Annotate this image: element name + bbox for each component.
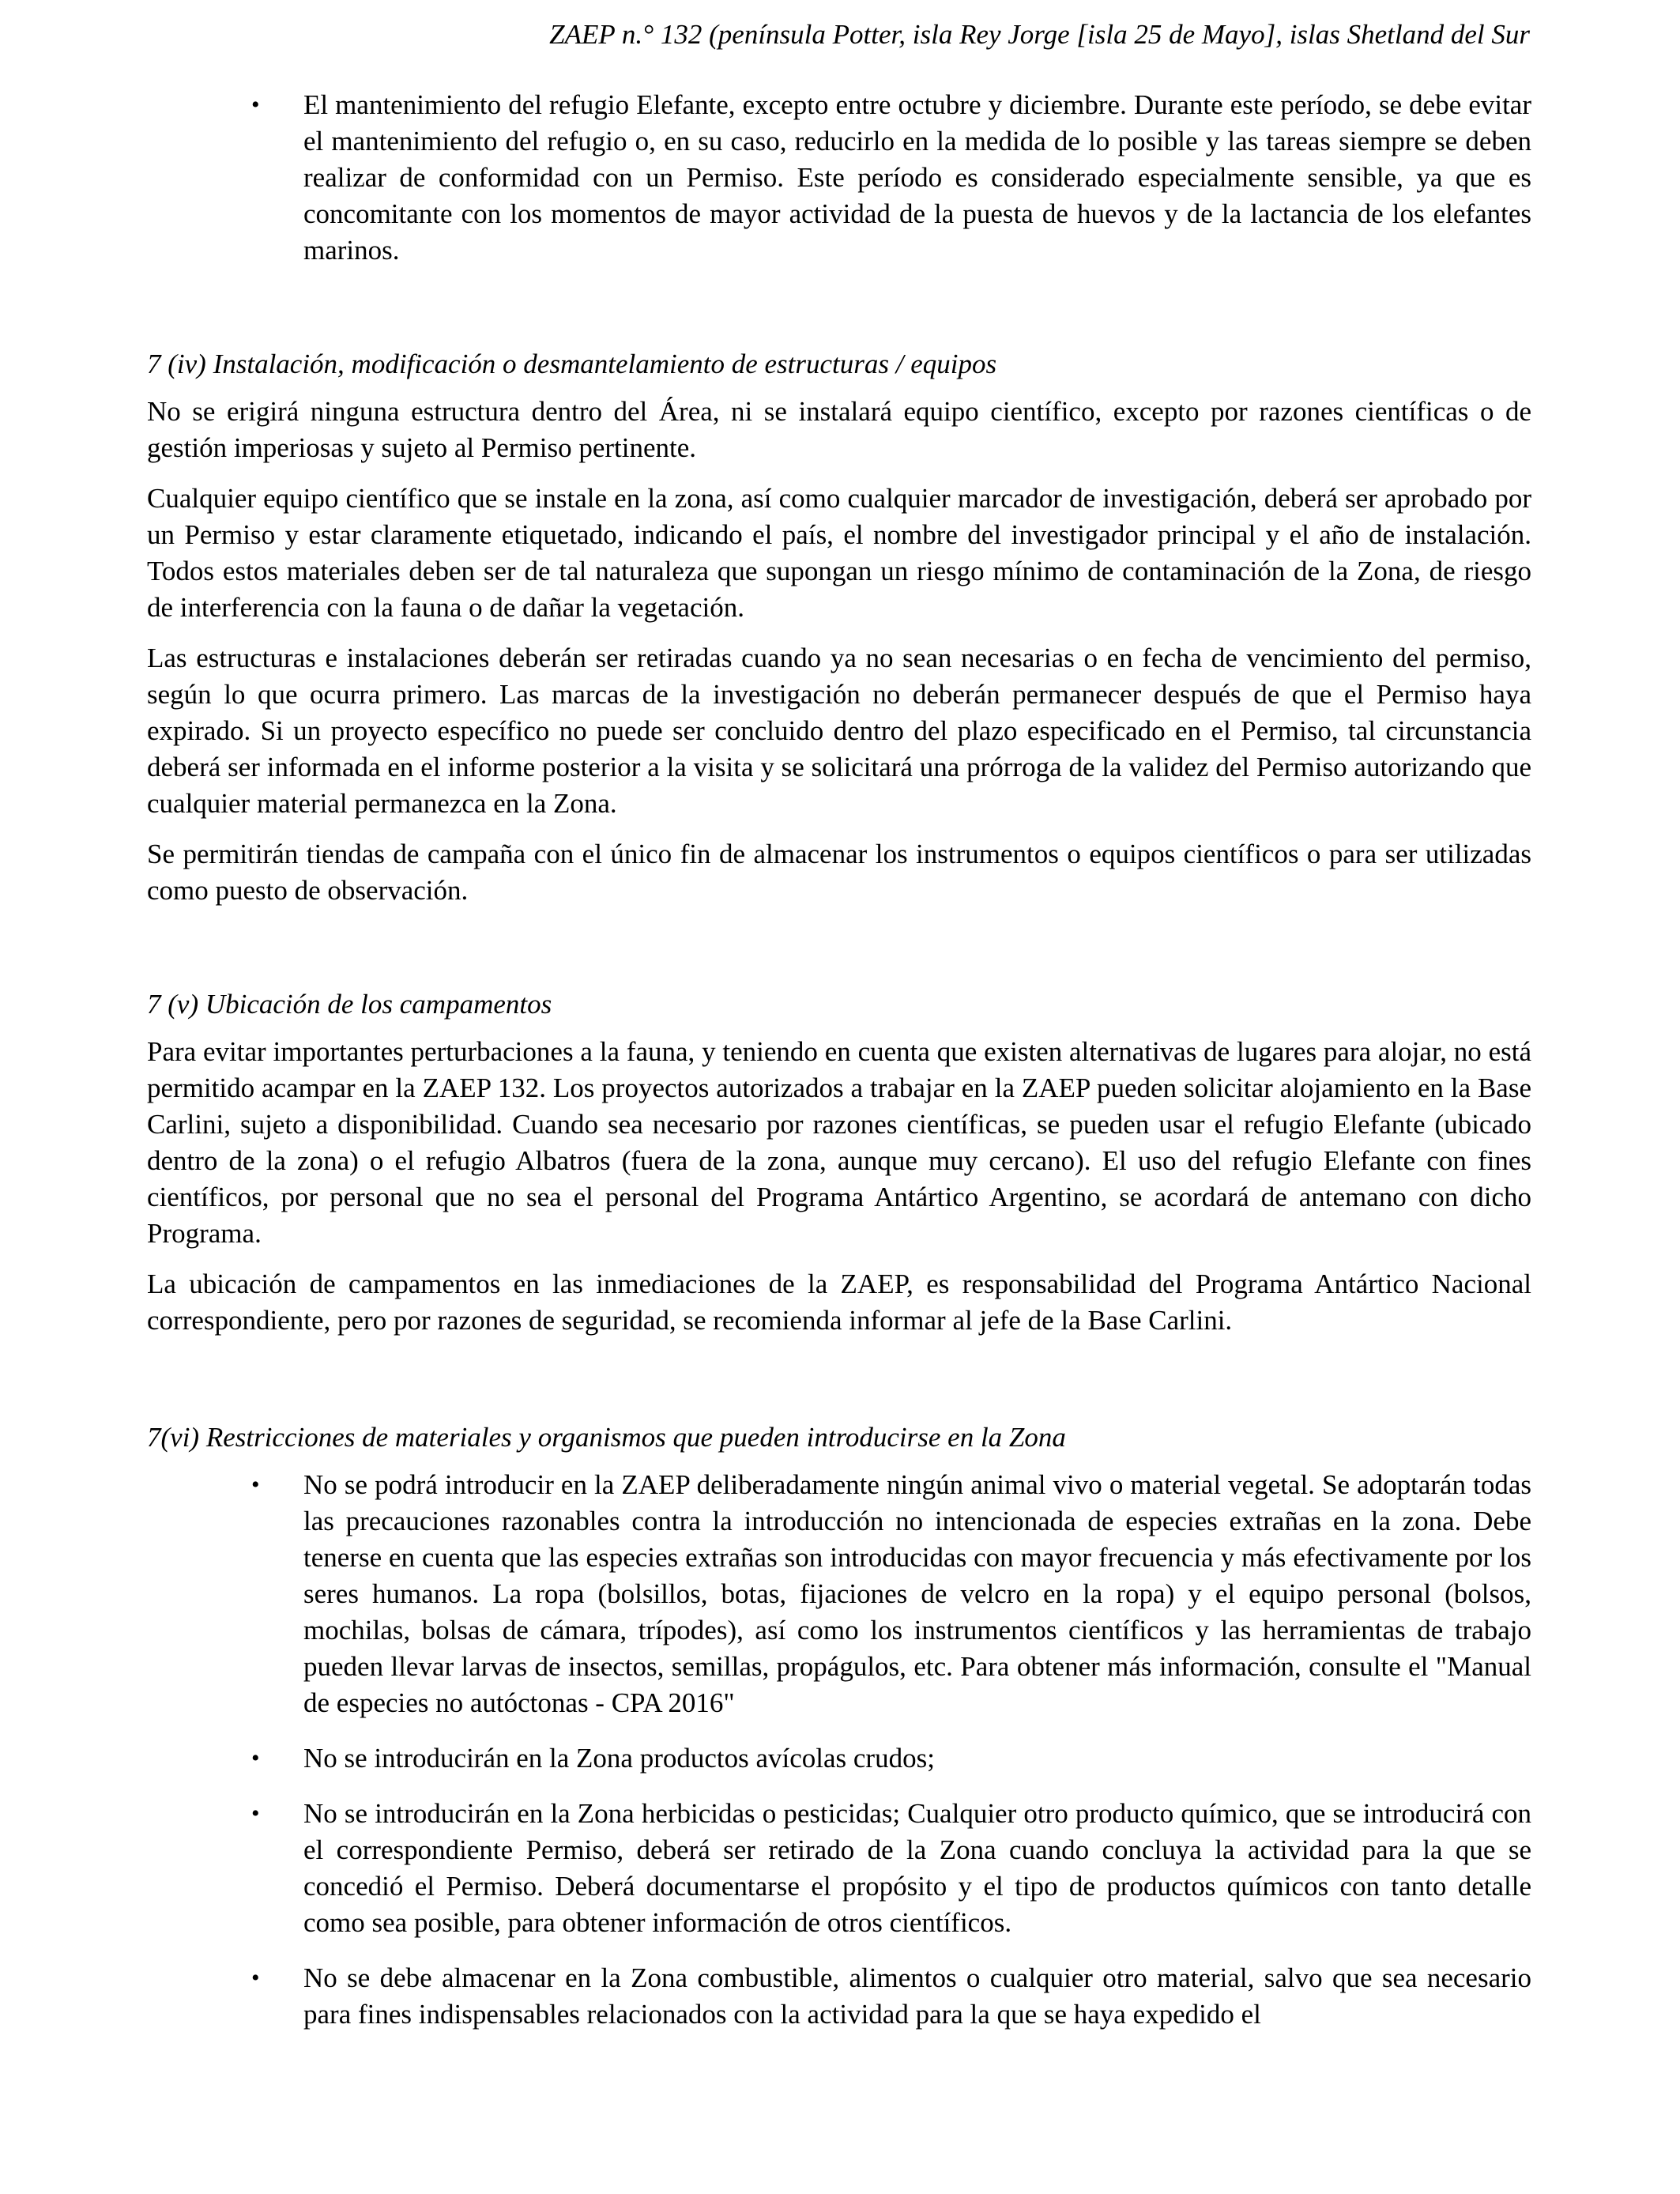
bullet-icon: • bbox=[251, 1965, 260, 1991]
bullet-icon: • bbox=[251, 1472, 260, 1498]
list-item-text: El mantenimiento del refugio Elefante, excepto entre octubre y diciembre. Durante este período, se debe evitar el mantenimiento del refugio o, en su caso, reducirlo en la medida de lo posible y las tareas siempre se deben realizar de conformidad con un Permiso. Este período es considerado especialmente sensible, ya que es concomitante con los momentos de mayor actividad de la puesta de huevos y de la lactancia de los elefantes marinos. bbox=[303, 89, 1531, 266]
list-item-text: No se debe almacenar en la Zona combustible, alimentos o cualquier otro material, salvo que sea necesario para fines indispensables relacionados con la actividad para la que se haya expedido el bbox=[303, 1962, 1531, 2030]
bullet-icon: • bbox=[251, 1745, 260, 1771]
list-item-text: No se podrá introducir en la ZAEP deliberadamente ningún animal vivo o material vegetal. Se adoptarán todas las precauciones razonables contra la introducción no intencionada de especies extrañas en la zona. Debe tenerse en cuenta que las especies extrañas son introducidas con mayor frecuencia y más efectivamente por los seres humanos. La ropa (bolsillos, botas, fijaciones de velcro en la ropa) y el equipo personal (bolsos, mochilas, bolsas de cámara, trípodes), así como los instrumentos científicos y las herramientas de trabajo pueden llevar larvas de insectos, semillas, propágulos, etc. Para obtener más información, consulte el "Manual de especies no autóctonas - CPA 2016" bbox=[303, 1469, 1531, 1718]
paragraph: La ubicación de campamentos en las inmediaciones de la ZAEP, es responsabilidad del Programa Antártico Nacional correspondiente, pero por razones de seguridad, se recomienda informar al jefe de la Base Carlini. bbox=[147, 1269, 1531, 1336]
list-item bbox=[147, 87, 1531, 269]
list-item-text: No se introducirán en la Zona herbicidas o pesticidas; Cualquier otro producto químico, que se introducirá con el correspondiente Permiso, deberá ser retirado de la Zona cuando concluya la actividad para la que se concedió el Permiso. Deberá documentarse el propósito y el tipo de productos químicos con tanto detalle como sea posible, para obtener información de otros científicos. bbox=[303, 1798, 1531, 1938]
paragraph: Para evitar importantes perturbaciones a la fauna, y teniendo en cuenta que existen alternativas de lugares para alojar, no está permitido acampar en la ZAEP 132. Los proyectos autorizados a trabajar en la ZAEP pueden solicitar alojamiento en la Base Carlini, sujeto a disponibilidad. Cuando sea necesario por razones científicas, se pueden usar el refugio Elefante (ubicado dentro de la zona) o el refugio Albatros (fuera de la zona, aunque muy cercano). El uso del refugio Elefante con fines científicos, por personal que no sea el personal del Programa Antártico Argentino, se acordará de antemano con dicho Programa. bbox=[147, 1036, 1531, 1249]
document-body bbox=[147, 87, 1531, 2052]
paragraph: Las estructuras e instalaciones deberán ser retiradas cuando ya no sean necesarias o en fecha de vencimiento del permiso, según lo que ocurra primero. Las marcas de la investigación no deberán permanecer después de que el Permiso haya expirado. Si un proyecto específico no puede ser concluido dentro del plazo especificado en el Permiso, tal circunstancia deberá ser informada en el informe posterior a la visita y se solicitará una prórroga de la validez del Permiso autorizando que cualquier material permanezca en la Zona. bbox=[147, 643, 1531, 819]
paragraph: Cualquier equipo científico que se instale en la zona, así como cualquier marcador de investigación, deberá ser aprobado por un Permiso y estar claramente etiquetado, indicando el país, el nombre del investigador principal y el año de instalación. Todos estos materiales deben ser de tal naturaleza que supongan un riesgo mínimo de contaminación de la Zona, de riesgo de interferencia con la fauna o de dañar la vegetación. bbox=[147, 483, 1531, 623]
list-item bbox=[147, 1796, 1531, 1941]
list-item-text: No se introducirán en la Zona productos avícolas crudos; bbox=[303, 1743, 935, 1774]
restrictions-bullet-list bbox=[147, 1467, 1531, 2033]
list-item bbox=[147, 1960, 1531, 2033]
list-item bbox=[147, 1467, 1531, 1721]
list-item bbox=[147, 1740, 1531, 1777]
bullet-icon: • bbox=[251, 1800, 260, 1826]
running-header: ZAEP n.° 132 (península Potter, isla Rey Jorge [isla 25 de Mayo], islas Shetland del Sur bbox=[549, 19, 1530, 50]
section-heading-iv: 7 (iv) Instalación, modificación o desmantelamiento de estructuras / equipos bbox=[147, 349, 997, 379]
section-heading-v: 7 (v) Ubicación de los campamentos bbox=[147, 989, 552, 1020]
paragraph: Se permitirán tiendas de campaña con el único fin de almacenar los instrumentos o equipos científicos o para ser utilizadas como puesto de observación. bbox=[147, 839, 1531, 906]
intro-bullet-list bbox=[147, 87, 1531, 269]
bullet-icon: • bbox=[251, 92, 260, 118]
section-heading-vi: 7(vi) Restricciones de materiales y organismos que pueden introducirse en la Zona bbox=[147, 1422, 1066, 1453]
paragraph: No se erigirá ninguna estructura dentro del Área, ni se instalará equipo científico, excepto por razones científicas o de gestión imperiosas y sujeto al Permiso pertinente. bbox=[147, 396, 1531, 463]
